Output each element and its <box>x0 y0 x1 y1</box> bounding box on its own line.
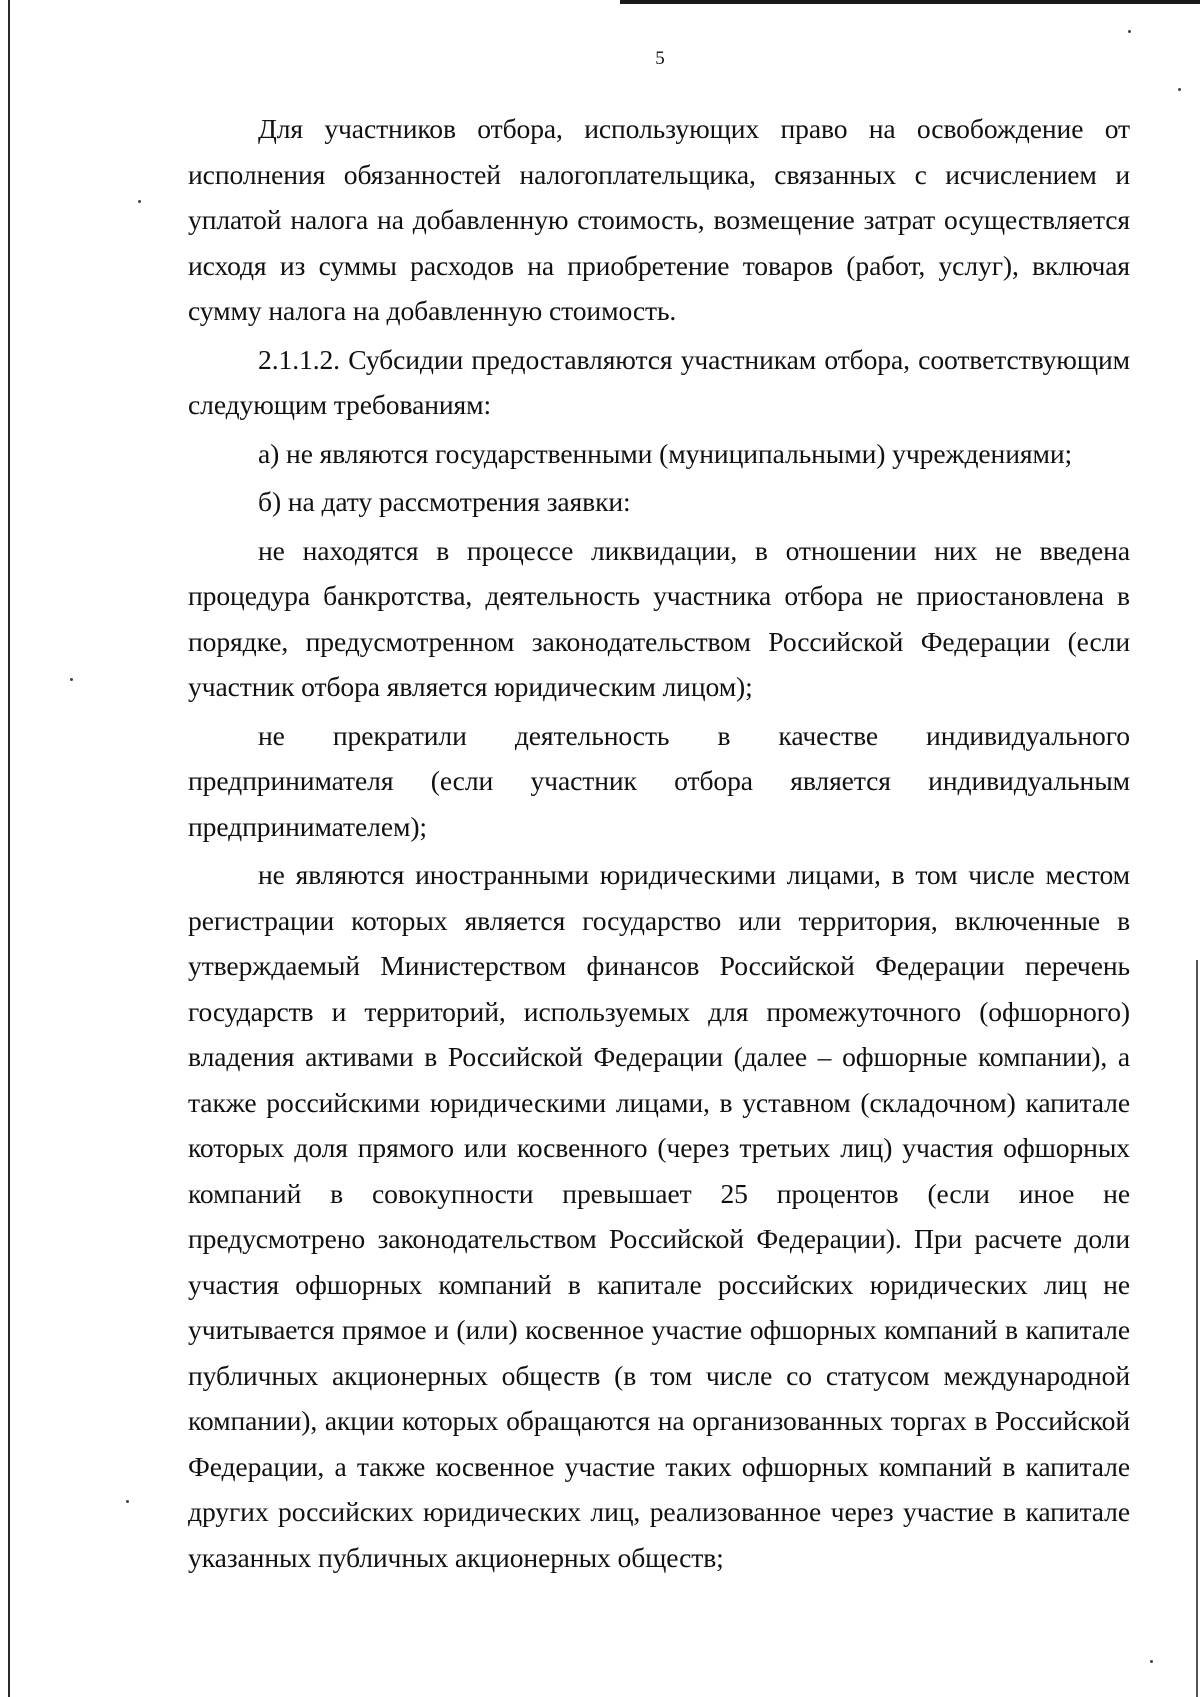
scan-speck <box>1150 1660 1153 1663</box>
paragraph-item-a: а) не являются государственными (муниципальными) учреждениями; <box>258 437 1073 469</box>
paragraph-clause-2-1-1-2: 2.1.1.2. Субсидии предоставляются участникам отбора, соответствующим следующим требованиям: <box>188 343 1130 420</box>
scan-speck <box>1128 30 1131 33</box>
scan-top-edge <box>620 0 1200 4</box>
scan-left-edge <box>8 0 10 1697</box>
paragraph-item-b: б) на дату рассмотрения заявки: <box>258 486 631 517</box>
scan-right-edge <box>1196 960 1198 1697</box>
paragraph-entrepreneur: не прекратили деятельность в качестве индивидуального предпринимателя (если участник отбора является индивидуальным предпринимателем); <box>188 719 1130 842</box>
paragraph-liquidation: не находятся в процессе ликвидации, в отношении них не введена процедура банкротства, деятельность участника отбора не приостановлена в порядке, предусмотренном законодательством Российской Федерации (если участник отбора является юридическим лицом); <box>188 534 1130 702</box>
paragraph-vat-exemption: Для участников отбора, использующих право на освобождение от исполнения обязанностей налогоплательщика, связанных с исчислением и уплатой налога на добавленную стоимость, возмещение затрат осуществляется исходя из суммы расходов на приобретение товаров (работ, услуг), включая сумму налога на добавленную стоимость. <box>188 113 1130 326</box>
paragraph-offshore: не являются иностранными юридическими лицами, в том числе местом регистрации которых является государство или территория, включенные в утверждаемый Министерством финансов Российской Федерации перечень государств и территорий, используемых для промежуточного (офшорного) владения активами в Российской Федерации (далее – офшорные компании), а также российскими юридическими лицами, в уставном (складочном) капитале которых доля прямого или косвенного (через третьих лиц) участия офшорных компаний в совокупности превышает 25 процентов (если иное не предусмотрено законодательством Российской Федерации). При расчете доли участия офшорных компаний в капитале российских юридических лиц не учитывается прямое и (или) косвенное участие офшорных компаний в капитале публичных акционерных обществ (в том числе со статусом международной компании), акции которых обращаются на организованных торгах в Российской Федерации, а также косвенное участие таких офшорных компаний в капитале других российских юридических лиц, реализованное через участие в капитале указанных публичных акционерных обществ; <box>188 859 1130 1573</box>
page-number: 5 <box>655 48 665 69</box>
scan-speck <box>70 678 73 681</box>
scan-speck <box>1178 88 1181 91</box>
scan-speck <box>126 1500 129 1503</box>
scan-speck <box>138 200 141 203</box>
document-body <box>188 106 1130 1583</box>
